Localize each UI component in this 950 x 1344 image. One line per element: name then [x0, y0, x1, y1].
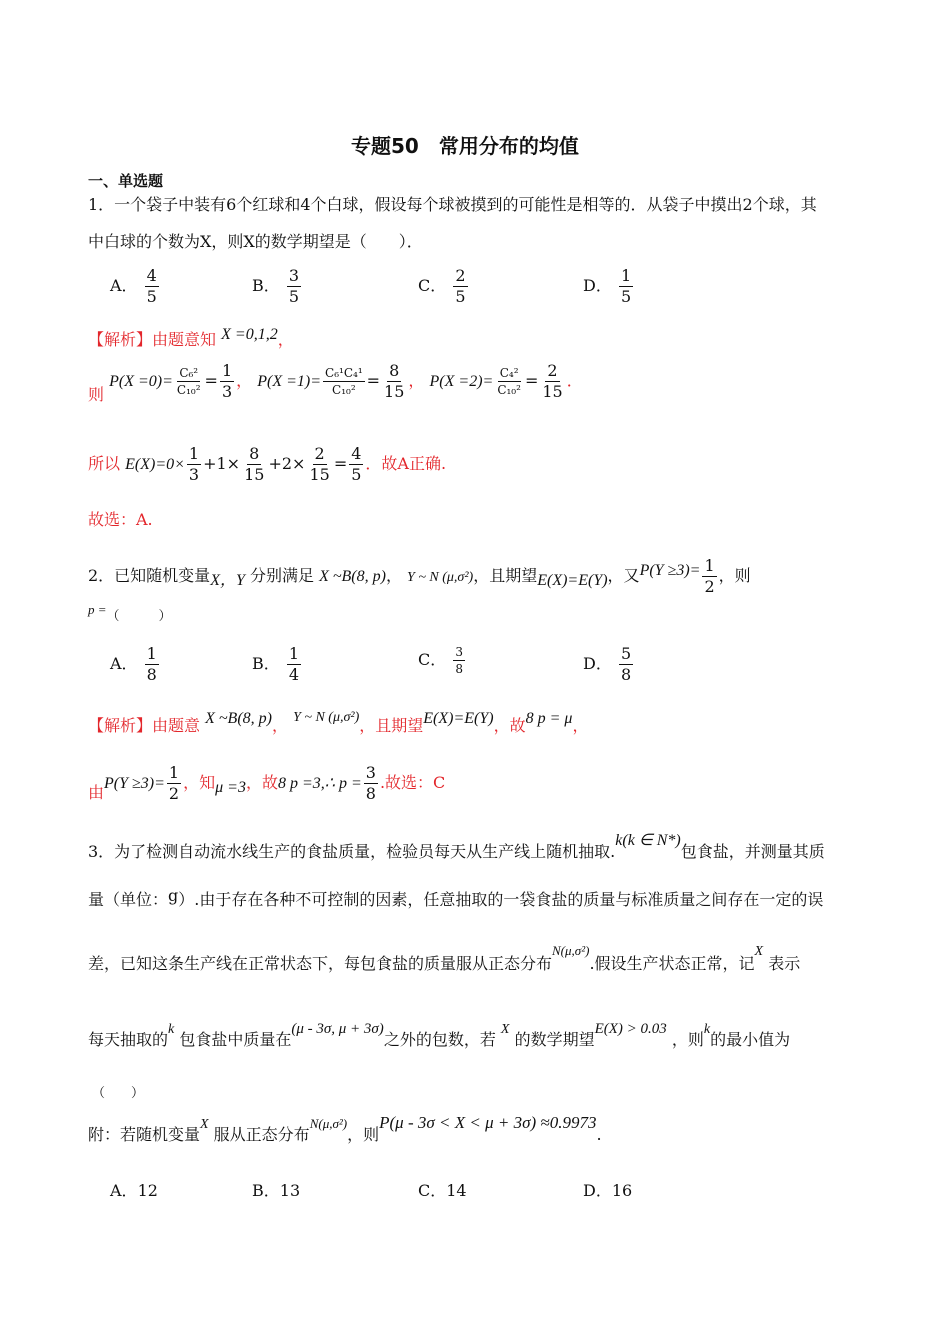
fraction-numerator: 8	[249, 444, 260, 463]
q2-option-c[interactable]	[418, 646, 467, 675]
option-letter: A．	[110, 654, 138, 673]
q1-solution-line1	[88, 326, 294, 351]
stem-text: 的最小值为	[710, 1030, 791, 1049]
stem-text: 差，已知这条生产线在正常状态下，每包食盐的质量服从正态分布	[88, 954, 553, 973]
stem-math: P(Y ≥3)=	[639, 562, 701, 579]
p2-expression: P(X =2)=	[429, 373, 494, 390]
solution-math: X ~B(8, p)	[205, 710, 272, 727]
fraction-numerator: 3	[365, 763, 376, 782]
option-numerator: 4	[146, 266, 157, 285]
stem-text: 3．为了检测自动流水线生产的食盐质量，检验员每天从生产线上随机抽取.	[88, 842, 616, 861]
stem-text: ）.由于存在各种不可控制的因素，任意抽取的一袋食盐的质量与标准质量之间存在一定的误	[178, 890, 824, 909]
option-denominator: 5	[288, 287, 300, 306]
q3-appendix	[88, 1113, 602, 1144]
q2-stem-line1	[88, 558, 751, 595]
expression-part: +1×	[203, 454, 241, 473]
q2-option-a[interactable]	[110, 646, 161, 683]
equals-sign: =	[204, 371, 218, 390]
option-numerator: 1	[620, 266, 632, 285]
fraction-denominator: 8	[365, 784, 376, 803]
fraction-numerator: 4	[351, 444, 362, 463]
fraction-numerator: 1	[704, 556, 715, 575]
option-denominator: 8	[455, 662, 463, 676]
stem-math: X ~B(8, p)	[319, 568, 386, 585]
solution-math: μ =3	[215, 779, 246, 796]
solution-text: 由	[88, 783, 105, 802]
q1-answer: 故选：A.	[88, 510, 153, 529]
separator: ，	[408, 371, 425, 390]
stem-text: ，	[385, 566, 402, 585]
q1-option-d[interactable]	[583, 268, 635, 305]
option-numerator: 3	[288, 266, 300, 285]
solution-text: 由题意知	[152, 330, 217, 349]
stem-math: k(k ∈ N*)	[615, 832, 681, 849]
p0-result-numerator: 1	[221, 361, 233, 380]
option-letter: B．	[252, 654, 280, 673]
p2-denominator: C₁₀²	[497, 383, 521, 397]
stem-math: k	[168, 1022, 175, 1037]
p2-result-denominator: 15	[542, 382, 563, 401]
option-letter: C．	[418, 276, 447, 295]
q1-option-b[interactable]	[252, 268, 303, 305]
solution-tag: 【解析】	[88, 716, 153, 735]
q1-stem-line1: 1．一个袋子中装有6个红球和4个白球，假设每个球被摸到的可能性是相等的．从袋子中摸出2个球，其	[88, 195, 817, 214]
stem-math: X	[500, 1022, 510, 1037]
page-title: 专题50 常用分布的均值	[351, 134, 579, 158]
option-letter: C．	[418, 1181, 447, 1200]
expectation-expression: E(X)=0×	[125, 456, 185, 473]
q2-option-d[interactable]	[583, 646, 635, 683]
stem-math: g	[168, 886, 179, 905]
option-letter: A．	[110, 276, 138, 295]
q3-option-b[interactable]	[252, 1178, 300, 1201]
solution-text: ，	[277, 330, 294, 349]
option-numerator: 1	[288, 644, 300, 663]
option-denominator: 8	[146, 665, 157, 684]
q3-stem-line3	[88, 940, 801, 973]
stem-math: (μ - 3σ, μ + 3σ)	[291, 1021, 384, 1037]
stem-text: 的数学期望	[514, 1030, 595, 1049]
option-letter: D．	[583, 276, 612, 295]
section-heading: 一、单选题	[88, 172, 164, 190]
stem-text: 每天抽取的	[88, 1030, 169, 1049]
q2-solution-line1	[88, 710, 589, 738]
option-letter: D．	[583, 1181, 612, 1200]
q1-solution-expectation	[88, 446, 446, 483]
solution-text: ．故A正确.	[365, 454, 447, 473]
q3-option-d[interactable]	[583, 1178, 632, 1201]
solution-text: ，且期望	[359, 716, 424, 735]
p2-result-numerator: 2	[547, 361, 558, 380]
equals-sign: =	[366, 371, 381, 390]
stem-text: 分别满足	[249, 566, 314, 585]
solution-math: E(X)=E(Y)	[423, 710, 494, 727]
stem-text: （ ）	[106, 609, 172, 624]
solution-text: ，故	[245, 773, 278, 792]
fraction-denominator: 3	[188, 465, 200, 484]
solution-math: Y ~ N (μ,σ²)	[293, 710, 360, 725]
stem-math: N(μ,σ²)	[552, 943, 590, 958]
solution-text: ，	[271, 716, 288, 735]
stem-math: k	[703, 1022, 711, 1037]
option-denominator: 8	[620, 665, 632, 684]
equals-sign: =	[524, 371, 539, 390]
q3-option-a[interactable]	[110, 1178, 158, 1201]
p1-denominator: C₁₀²	[332, 383, 356, 397]
stem-text: .假设生产状态正常，记	[589, 954, 755, 973]
stem-text: .	[596, 1125, 602, 1144]
stem-math: X	[200, 1117, 209, 1132]
option-letter: D．	[583, 654, 612, 673]
q3-option-c[interactable]	[418, 1178, 467, 1201]
option-numerator: 1	[146, 644, 157, 663]
stem-text: ，且期望	[473, 566, 538, 585]
solution-text: ，故	[493, 716, 526, 735]
q2-stem-line2	[88, 602, 172, 627]
fraction-denominator: 15	[244, 465, 265, 484]
option-numerator: 2	[455, 266, 466, 285]
stem-math: E(X) > 0.03	[594, 1021, 667, 1037]
option-value: 13	[279, 1181, 301, 1200]
stem-text: 之外的包数，若	[383, 1030, 496, 1049]
solution-text: ，	[572, 716, 589, 735]
stem-text: 量（单位：	[88, 890, 169, 909]
solution-text: 由题意	[152, 716, 201, 735]
q1-solution-probabilities	[88, 361, 583, 404]
q1-stem-line2: 中白球的个数为X，则X的数学期望是（ ）．	[88, 232, 423, 251]
p0-expression: P(X =0)=	[109, 373, 173, 390]
option-denominator: 4	[288, 665, 300, 684]
fraction-numerator: 1	[188, 444, 200, 463]
fraction-numerator: 1	[168, 763, 180, 782]
solution-text: 所以	[88, 454, 121, 473]
stem-text: ，又	[607, 566, 640, 585]
solution-math: 8 p = μ	[525, 710, 573, 727]
p0-denominator: C₁₀²	[176, 383, 201, 397]
solution-math: P(Y ≥3)=	[104, 775, 165, 792]
stem-text: 表示	[768, 954, 801, 973]
solution-text: .故选：C	[379, 773, 446, 792]
p1-expression: P(X =1)=	[257, 373, 322, 390]
q2-option-b[interactable]	[252, 646, 303, 683]
stem-text: 包食盐中质量在	[179, 1030, 292, 1049]
stem-math: X	[754, 944, 764, 959]
p0-numerator: C₆²	[179, 366, 199, 380]
fraction-numerator: 2	[314, 444, 325, 463]
solution-math: X =0,1,2	[221, 326, 278, 343]
option-letter: C．	[418, 650, 447, 669]
option-letter: B．	[252, 1181, 280, 1200]
q3-stem-line2	[88, 886, 824, 910]
option-letter: A．	[110, 1181, 138, 1200]
solution-text: 则	[88, 385, 105, 404]
stem-text: ，则	[718, 566, 751, 585]
stem-text: ，则	[671, 1030, 704, 1049]
solution-tag: 【解析】	[88, 330, 153, 349]
solution-text: ，知	[183, 773, 216, 792]
stem-text: 2．已知随机变量	[88, 566, 211, 585]
option-denominator: 5	[455, 287, 466, 306]
stem-math: p =	[88, 602, 107, 617]
option-value: 14	[446, 1181, 467, 1200]
stem-math: X，Y	[210, 572, 245, 589]
fraction-denominator: 2	[168, 784, 180, 803]
q1-option-a[interactable]	[110, 268, 161, 305]
p1-numerator: C₆¹C₄¹	[325, 366, 363, 380]
option-numerator: 5	[620, 644, 632, 663]
solution-math: 8 p =3,∴ p =	[277, 775, 362, 792]
p2-numerator: C₄²	[499, 366, 519, 380]
stem-text: 包食盐，并测量其质	[680, 842, 825, 861]
stem-math: E(X)=E(Y)	[537, 572, 608, 589]
expression-part: =	[333, 454, 348, 473]
option-denominator: 5	[620, 287, 632, 306]
end-mark: ．	[566, 371, 583, 390]
stem-text: 服从正态分布	[213, 1125, 310, 1144]
q3-stem-line1	[88, 830, 825, 861]
fraction-denominator: 5	[351, 465, 362, 484]
q1-option-c[interactable]	[418, 268, 470, 305]
q3-stem-line4	[88, 1018, 791, 1049]
option-denominator: 5	[146, 287, 157, 306]
expression-part: +2×	[268, 454, 306, 473]
option-numerator: 3	[455, 645, 463, 659]
q3-stem-line5: （ ）	[92, 1086, 145, 1101]
p1-result-denominator: 15	[384, 382, 405, 401]
stem-text: ，则	[347, 1125, 380, 1144]
option-value: 16	[611, 1181, 633, 1200]
p0-result-denominator: 3	[221, 382, 233, 401]
stem-math: P(μ - 3σ < X < μ + 3σ) ≈0.9973	[379, 1113, 597, 1132]
option-letter: B．	[252, 276, 280, 295]
q2-solution-line2	[88, 765, 445, 802]
p1-result-numerator: 8	[389, 361, 400, 380]
option-value: 12	[137, 1181, 158, 1200]
fraction-denominator: 15	[309, 465, 330, 484]
stem-text: 附：若随机变量	[88, 1125, 201, 1144]
separator: ，	[236, 371, 253, 390]
fraction-denominator: 2	[704, 577, 715, 596]
stem-math: N(μ,σ²)	[309, 1116, 348, 1131]
stem-math: Y ~ N (μ,σ²)	[407, 570, 474, 585]
